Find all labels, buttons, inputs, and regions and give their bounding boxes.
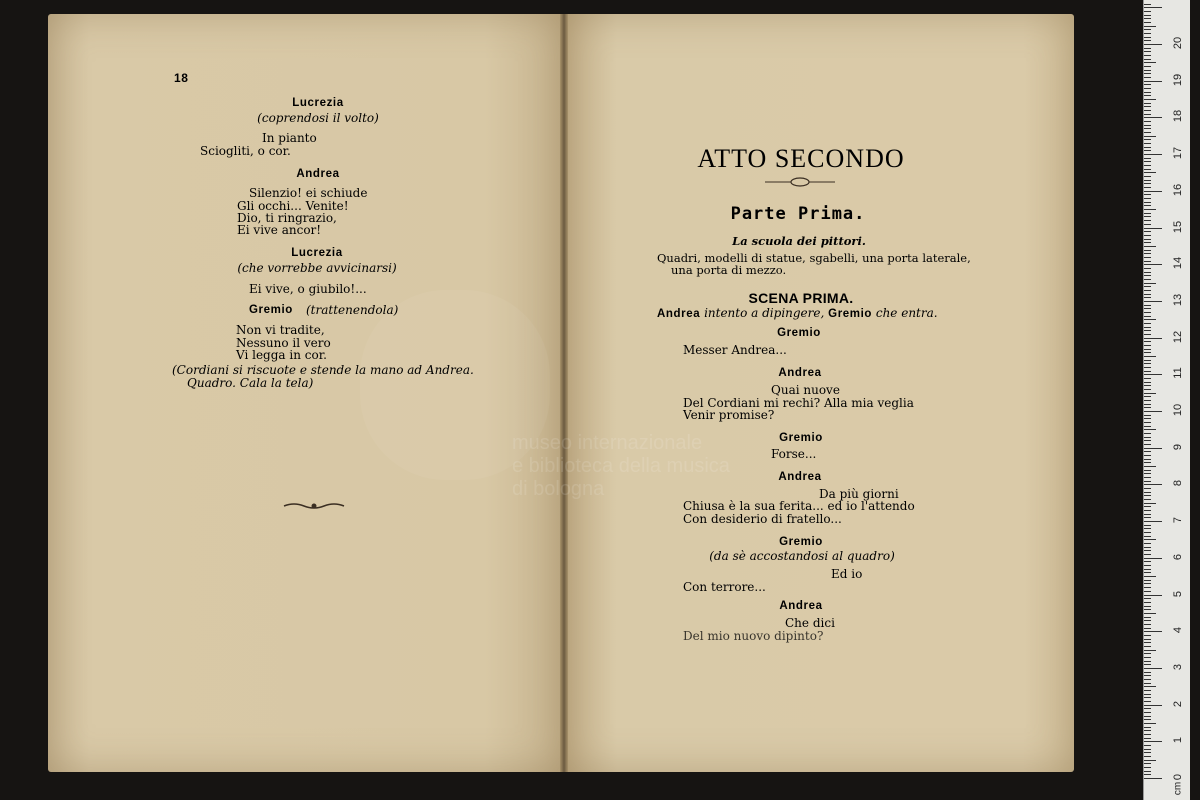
ruler-tick [1144,363,1151,364]
ruler-tick [1144,418,1151,419]
ruler-tick [1144,708,1151,709]
ruler-tick [1144,554,1151,555]
speaker-name: Andrea [778,367,822,379]
ruler-tick [1144,631,1162,632]
ruler-tick [1144,70,1151,71]
ruler-tick [1144,161,1151,162]
ruler-label: 0 [1172,773,1184,781]
ruler-tick [1144,749,1151,750]
ruler-tick [1144,334,1151,335]
ruler-tick [1144,495,1151,496]
ruler-tick [1144,59,1151,60]
ruler-tick [1144,510,1151,511]
verse-line: Del Cordiani mi rechi? Alla mia veglia [683,396,914,410]
ruler-tick [1144,719,1151,720]
ruler-tick [1144,437,1151,438]
ruler-tick [1144,84,1151,85]
ruler-tick [1144,139,1151,140]
ruler-tick [1144,451,1151,452]
ruler-tick [1144,422,1151,423]
ruler-tick [1144,492,1151,493]
ruler-tick [1144,528,1151,529]
ruler-tick [1144,756,1151,757]
ruler-tick [1144,180,1151,181]
ruler-label: 7 [1172,517,1184,524]
verse-line: Ei vive ancor! [237,223,322,237]
ruler-tick [1144,66,1151,67]
part-title: Parte Prima. [730,204,866,224]
ruler-tick [1144,624,1151,625]
ruler-tick [1144,169,1151,170]
ruler-label: 14 [1172,257,1184,270]
ruler-tick [1144,294,1151,295]
character-action: intento a dipingere, [704,306,825,320]
speaker-name: Gremio [249,304,293,316]
ruler-tick [1144,657,1151,658]
ruler-tick [1144,44,1162,45]
ruler-tick [1144,374,1162,375]
ruler-tick [1144,565,1151,566]
ruler-tick [1144,150,1151,151]
ruler-tick [1144,99,1156,100]
stage-direction: (che vorrebbe avvicinarsi) [237,261,397,275]
ruler-tick [1144,771,1151,772]
ruler-tick [1144,316,1151,317]
ruler-tick [1144,279,1151,280]
ruler-tick [1144,202,1151,203]
ruler-tick [1144,33,1151,34]
ruler-tick [1144,382,1151,383]
ruler-label: 2 [1172,700,1184,707]
ruler-tick [1144,613,1156,614]
speaker-name: Lucrezia [292,97,344,109]
ruler-tick [1144,536,1151,537]
ruler-tick [1144,286,1151,287]
ruler-tick [1144,352,1151,353]
character-name: Gremio [828,308,873,320]
ruler-tick [1144,466,1156,467]
ruler-tick [1144,88,1151,89]
speaker-name: Gremio [779,536,823,548]
ruler-tick [1144,503,1156,504]
ruler-tick [1144,506,1151,507]
verse-line: In pianto [262,131,317,145]
ruler-tick [1144,595,1162,596]
ruler-tick [1144,378,1151,379]
stage-direction: (trattenendola) [306,303,399,317]
ruler-tick [1144,675,1151,676]
ruler-tick [1144,686,1156,687]
verse-line: Non vi tradite, [236,323,325,337]
ruler-tick [1144,646,1151,647]
ruler-tick [1144,7,1162,8]
ruler-tick [1144,598,1151,599]
ruler-tick [1144,158,1151,159]
ruler-tick [1144,22,1151,23]
ruler-label: 13 [1172,293,1184,307]
ruler-tick [1144,484,1162,485]
ruler-tick [1144,308,1151,309]
ornament-icon [282,500,346,512]
ruler-tick [1144,763,1151,764]
ruler-tick [1144,517,1151,518]
ruler-tick [1144,261,1151,262]
ruler-tick [1144,235,1151,236]
ruler-tick [1144,572,1151,573]
character-list [657,307,938,321]
ruler-label: 16 [1172,183,1184,196]
ruler-tick [1144,18,1151,19]
verse-line: Ed io [831,567,863,581]
ruler-tick [1144,760,1156,761]
verse-line: Dio, ti ringrazio, [237,211,337,225]
ruler-tick [1144,110,1151,111]
ruler-tick [1144,242,1151,243]
ruler-tick [1144,327,1151,328]
verse-line: Chiusa è la sua ferita... ed io l'attendo [683,499,915,513]
ruler-tick [1144,396,1151,397]
ruler-tick [1144,620,1151,621]
ruler-tick [1144,136,1156,137]
ruler-tick [1144,360,1151,361]
ruler-tick [1144,440,1151,441]
ruler-tick [1144,62,1156,63]
ruler-tick [1144,73,1151,74]
watermark-line: di bologna [512,478,605,500]
ruler-tick [1144,426,1151,427]
ruler-tick [1144,371,1151,372]
ruler-tick [1144,250,1151,251]
ruler-tick [1144,194,1151,195]
verse-line: Vi legga in cor. [236,348,327,362]
book-gutter [560,14,568,772]
ruler-tick [1144,679,1151,680]
verse-line: Ei vive, o giubilo!... [249,282,367,296]
verse-line: Con terrore... [683,580,766,594]
ruler-tick [1144,40,1151,41]
ruler-label: 15 [1172,220,1184,233]
ruler-tick [1144,532,1151,533]
ruler-tick [1144,411,1162,412]
ruler-label: 18 [1172,110,1184,123]
ruler-tick [1144,415,1151,416]
ruler-label: 11 [1172,367,1184,380]
ruler-tick [1144,385,1151,386]
ruler-tick [1144,220,1151,221]
ruler-tick [1144,216,1151,217]
ruler-tick [1144,694,1151,695]
ruler-tick [1144,587,1151,588]
ruler-tick [1144,580,1151,581]
ruler-tick [1144,132,1151,133]
ruler-tick [1144,455,1151,456]
ruler-tick [1144,393,1156,394]
ruler-tick [1144,459,1151,460]
setting-description: una porta di mezzo. [671,263,787,277]
ruler-tick [1144,583,1151,584]
ruler-tick [1144,125,1151,126]
scene-title: SCENA PRIMA. [748,290,854,306]
ruler-label: 8 [1172,480,1184,487]
ruler-tick [1144,697,1151,698]
ruler-tick [1144,543,1151,544]
ruler-tick [1144,114,1151,115]
ruler-tick [1144,683,1151,684]
ruler-tick [1144,723,1156,724]
ruler-tick [1144,734,1151,735]
ruler-tick [1144,268,1151,269]
ruler-tick [1144,323,1151,324]
ruler-tick [1144,198,1151,199]
ruler-tick [1144,642,1151,643]
ruler-tick [1144,121,1151,122]
ruler-tick [1144,668,1162,669]
ruler-tick [1144,767,1151,768]
ruler-tick [1144,128,1151,129]
ruler-tick [1144,389,1151,390]
ruler-tick [1144,745,1151,746]
ruler-tick [1144,356,1156,357]
ruler-tick [1144,488,1151,489]
ruler-tick [1144,514,1151,515]
ruler-tick [1144,224,1151,225]
ruler-tick [1144,521,1162,522]
ruler-tick [1144,257,1151,258]
ruler-tick [1144,569,1151,570]
ruler-tick [1144,705,1162,706]
ruler-tick [1144,404,1151,405]
ruler-tick [1144,77,1151,78]
ruler-tick [1144,264,1162,265]
ruler-tick [1144,301,1162,302]
speaker-name: Gremio [779,432,823,444]
ruler-tick [1144,4,1151,5]
speaker-name: Lucrezia [291,247,343,259]
ruler-tick [1144,106,1151,107]
ruler-tick [1144,650,1156,651]
ruler-label: 17 [1172,146,1184,160]
speaker-name: Andrea [779,600,823,612]
verse-line: Che dici [785,616,835,630]
ruler-tick [1144,305,1151,306]
ruler-tick [1144,558,1162,559]
ruler-tick [1144,448,1162,449]
ruler-tick [1144,429,1156,430]
ruler-tick [1144,143,1151,144]
ruler-tick [1144,349,1151,350]
verse-line: Con desiderio di fratello... [683,512,842,526]
verse-line: Messer Andrea... [683,343,787,357]
ruler-tick [1144,213,1151,214]
ruler-label: 4 [1172,627,1184,634]
ruler-unit: cm [1172,781,1184,796]
ruler-tick [1144,319,1156,320]
ruler-tick [1144,712,1151,713]
ruler-tick [1144,547,1151,548]
character-action: che entra. [875,306,938,320]
ruler-tick [1144,345,1151,346]
watermark [512,432,730,501]
ruler-label: 5 [1172,590,1184,597]
speaker-name: Andrea [778,471,822,483]
ruler-tick [1144,228,1162,229]
ruler-tick [1144,664,1151,665]
verse-line: Gli occhi... Venite! [237,199,349,213]
stage-direction: (da sè accostandosi al quadro) [709,549,895,563]
verse-line: Quai nuove [771,383,840,397]
ruler-tick [1144,576,1156,577]
ruler-tick [1144,15,1151,16]
ruler-label: 6 [1172,553,1184,560]
ruler-tick [1144,275,1151,276]
ruler-tick [1144,606,1151,607]
ruler-tick [1144,11,1151,12]
ruler-label: 3 [1172,663,1184,670]
speaker-name: Andrea [296,168,340,180]
ruler-tick [1144,51,1151,52]
ruler-tick [1144,283,1156,284]
ruler-tick [1144,341,1151,342]
stage-direction: (coprendosi il volto) [257,111,379,125]
ruler-tick [1144,183,1151,184]
stage-direction: (Cordiani si riscuote e stende la mano ad Andrea. [172,363,474,377]
ruler-tick [1144,774,1151,775]
ruler-tick [1144,444,1151,445]
ruler-tick [1144,92,1151,93]
stage-direction: Quadro. Cala la tela) [187,376,314,390]
ruler-tick [1144,172,1156,173]
ruler-tick [1144,752,1151,753]
act-title: ATTO SECONDO [697,144,905,173]
ruler-tick [1144,462,1151,463]
ruler-tick [1144,205,1151,206]
ruler-tick [1144,661,1151,662]
speaker-name: Gremio [777,327,821,339]
ruler-tick [1144,187,1151,188]
ruler-tick [1144,639,1151,640]
ruler-label: 19 [1172,73,1184,86]
ruler-tick [1144,407,1151,408]
ruler-tick [1144,154,1162,155]
ruler-tick [1144,727,1151,728]
page-number: 18 [174,71,189,85]
ruler-tick [1144,477,1151,478]
ruler-tick [1144,81,1162,82]
ruler-tick [1144,338,1162,339]
ruler-tick [1144,591,1151,592]
ruler-tick [1144,701,1151,702]
ruler-tick [1144,628,1151,629]
ruler-tick [1144,297,1151,298]
verse-line: Silenzio! ei schiude [249,186,368,200]
ruler-tick [1144,253,1151,254]
verse-line: Nessuno il vero [236,336,331,350]
ruler-tick [1144,778,1162,779]
ruler-tick [1144,165,1151,166]
ruler-tick [1144,290,1151,291]
ruler-tick [1144,672,1151,673]
ruler-tick [1144,741,1162,742]
ruler-tick [1144,312,1151,313]
ruler-tick [1144,209,1156,210]
ruler-tick [1144,602,1151,603]
ruler-tick [1144,730,1151,731]
ruler-tick [1144,117,1162,118]
ruler-tick [1144,525,1151,526]
character-name: Andrea [657,308,701,320]
ruler-tick [1144,550,1151,551]
verse-line: Del mio nuovo dipinto? [683,629,824,643]
ruler-tick [1144,400,1151,401]
ruler-label: 12 [1172,330,1184,343]
ruler-tick [1144,367,1151,368]
ruler-tick [1144,716,1151,717]
ruler-tick [1144,239,1151,240]
ruler-tick [1144,48,1151,49]
ruler-tick [1144,55,1151,56]
ruler-tick [1144,103,1151,104]
scene-setting: La scuola dei pittori. [732,234,866,248]
ruler-tick [1144,231,1151,232]
verse-line: Da più giorni [819,487,899,501]
ruler-tick [1144,539,1156,540]
ruler-tick [1144,738,1151,739]
ruler-tick [1144,609,1151,610]
ruler-tick [1144,246,1156,247]
ruler-tick [1144,37,1151,38]
ruler-tick [1144,635,1151,636]
ruler-tick [1144,147,1151,148]
verse-line: Venir promise? [683,408,775,422]
ruler-label: 10 [1172,403,1184,417]
ruler-tick [1144,617,1151,618]
ruler-tick [1144,690,1151,691]
verse-line: Sciogliti, o cor. [200,144,291,158]
ornament-icon [765,176,835,188]
ruler-tick [1144,499,1151,500]
measurement-ruler [1143,0,1190,800]
ruler-label: 1 [1172,737,1184,744]
ruler-tick [1144,272,1151,273]
setting-description: Quadri, modelli di statue, sgabelli, una porta laterale, [657,251,971,265]
ruler-tick [1144,95,1151,96]
ruler-tick [1144,561,1151,562]
ruler-tick [1144,176,1151,177]
ruler-tick [1144,473,1151,474]
ruler-tick [1144,653,1151,654]
watermark-line: e biblioteca della musica [512,455,730,477]
verse-line: Forse... [771,447,817,461]
ruler-tick [1144,29,1151,30]
ruler-tick [1144,433,1151,434]
ruler-label: 9 [1172,443,1184,450]
ruler-tick [1144,26,1156,27]
ruler-tick [1144,191,1162,192]
ruler-tick [1144,330,1151,331]
ruler-tick [1144,481,1151,482]
ruler-tick [1144,470,1151,471]
watermark-line: museo internazionale [512,432,703,454]
ruler-label: 20 [1172,36,1184,50]
